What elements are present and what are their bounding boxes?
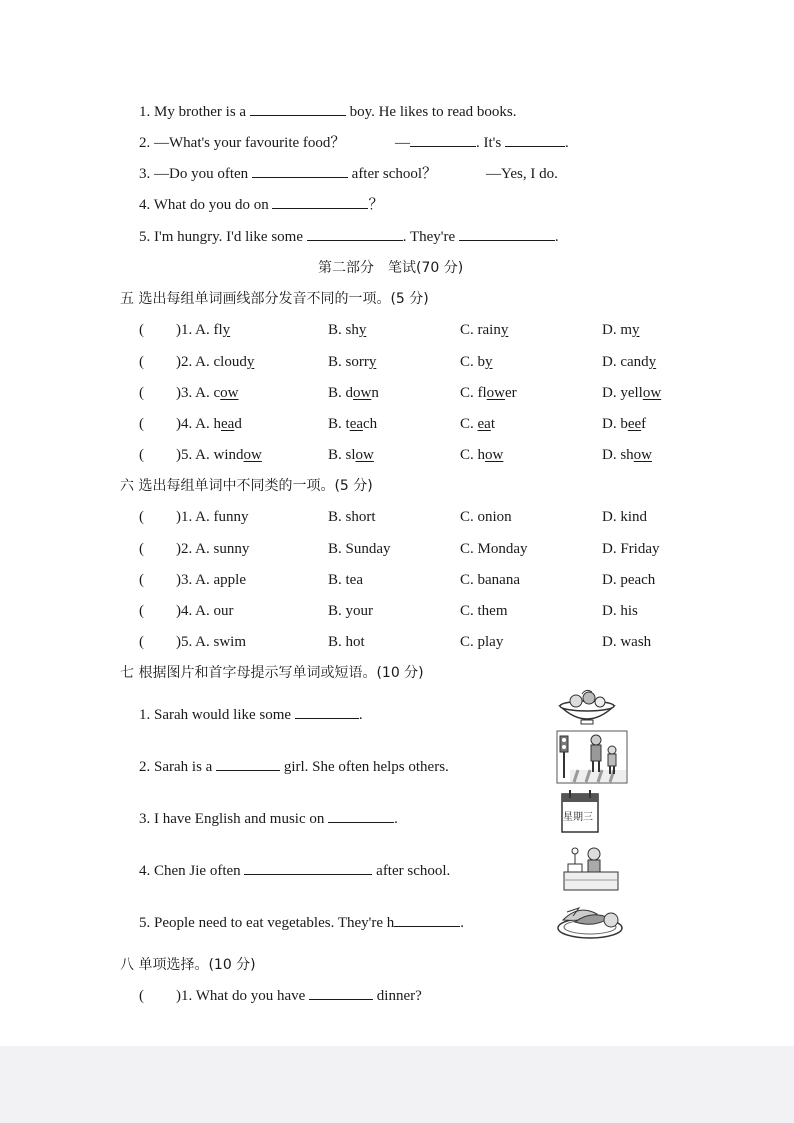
helping-crossing-icon [556,730,628,784]
option-c: C. Monday [460,541,528,557]
question-text: 3. I have English and music on [139,811,329,827]
question-text: ？ [368,197,384,213]
option-a: )1. A. funny [176,509,249,525]
word-part: wind [213,447,244,463]
answer-blank[interactable] [307,227,403,241]
option-c [460,445,503,465]
answer-paren[interactable]: ( [139,354,144,370]
underlined-letters: y [648,354,657,370]
word-part: ch [363,416,378,432]
answer-blank[interactable] [250,102,346,116]
question-text: 1. My brother is a [139,104,250,120]
question-text: . [554,229,559,245]
answer-paren[interactable]: ( [139,541,144,557]
option-b [328,414,377,434]
word-part: n [371,385,379,401]
word-part: cloud [213,354,247,370]
underlined-letters: ow [220,385,239,401]
option-c: C. play [460,634,504,650]
underlined-letters: ow [642,385,662,401]
word-part: D. yell [602,385,643,401]
option-c [460,320,508,340]
word-part: C. [460,416,478,432]
question-text: 1. Sarah would like some [139,707,295,723]
section-5-title: 五 选出每组单词画线部分发音不同的一项。(5 分) [120,291,429,307]
fill-question-3-answer: —Yes, I do. [486,166,558,182]
option-c: C. banana [460,572,520,588]
picture-question-2 [139,757,449,777]
word-part: B. sl [328,447,356,463]
underlined-letters: y [632,322,640,338]
option-d: D. wash [602,634,652,650]
answer-blank[interactable] [459,227,555,241]
option-d [602,445,652,465]
underlined-letters: ow [355,447,374,463]
underlined-letters: ee [627,416,642,432]
option-d [602,320,640,340]
question-text: . It's [476,135,505,151]
option-d: D. peach [602,572,656,588]
answer-blank[interactable] [244,861,372,875]
fruit-bowl-icon [556,688,618,728]
option-a: )2. A. sunny [176,541,250,557]
picture-question-4 [139,861,450,881]
answer-blank[interactable] [309,986,373,1000]
part-title: 第二部分 笔试(70 分) [318,260,464,276]
question-number: )3. A. [176,385,214,401]
answer-blank[interactable] [272,195,368,209]
option-b: B. short [328,509,376,525]
option-b [328,383,379,403]
option-c [460,414,495,434]
question-text: 3. —Do you often [139,166,252,182]
answer-paren[interactable]: ( [139,509,144,525]
answer-paren[interactable]: ( [139,385,144,401]
word-part: d [234,416,242,432]
option-b: B. Sunday [328,541,391,557]
underlined-letters: y [485,354,493,370]
option-d [602,383,661,403]
fill-question-3 [139,164,437,184]
word-part: t [490,416,496,432]
word-part: B. sorr [328,354,369,370]
choice-question-1 [176,986,422,1006]
question-text: . [460,915,464,931]
option-d: D. his [602,603,638,619]
option-d: D. Friday [602,541,660,557]
fill-question-5 [139,227,559,247]
fill-question-2-answer [395,133,569,153]
underlined-letters: ow [485,447,504,463]
option-a: )3. A. apple [176,572,246,588]
word-part: f [641,416,647,432]
question-text: . [394,811,398,827]
underlined-letters: ea [477,416,491,432]
question-text: 5. People need to eat vegetables. They're h [139,915,395,931]
underlined-letters: ow [353,385,372,401]
underlined-letters: ow [633,447,653,463]
word-part: C. fl [460,385,487,401]
underlined-letters: y [368,354,377,370]
question-text: . [564,135,569,151]
question-text: . [358,707,363,723]
underlined-letters: y [246,354,255,370]
question-text: after school？ [347,166,438,182]
word-part: B. sh [328,322,359,338]
underlined-letters: y [500,322,509,338]
option-c: C. onion [460,509,512,525]
question-text: dinner? [373,988,422,1004]
answer-blank[interactable] [252,164,348,178]
option-c [460,352,493,372]
option-a [176,414,242,434]
option-c [460,383,517,403]
question-text: 2. Sarah is a [139,759,217,775]
picture-question-3 [139,809,398,829]
word-part: c [213,385,221,401]
question-text: boy. He likes to read books. [345,104,517,120]
option-b: B. hot [328,634,365,650]
option-b [328,352,376,372]
word-part: D. b [602,416,628,432]
option-a [176,320,230,340]
fill-question-1 [139,102,517,122]
question-text: 4. What do you do on [139,197,273,213]
question-text: after school. [372,863,451,879]
vegetables-plate-icon [555,900,625,942]
fill-question-4 [139,195,383,215]
question-number: )1. A. [176,322,214,338]
section-8-title: 八 单项选择。(10 分) [120,957,256,973]
word-part: er [505,385,517,401]
answer-dash: — [395,135,410,151]
option-c: C. them [460,603,508,619]
section-7-title: 七 根据图片和首字母提示写单词或短语。(10 分) [120,665,424,681]
question-number: )4. A. [176,416,214,432]
answer-blank[interactable] [505,133,565,147]
option-d: D. kind [602,509,647,525]
answer-paren[interactable]: ( [139,988,144,1004]
calendar-label: 星期三 [563,812,593,823]
option-b: B. your [328,603,373,619]
fill-question-2 [139,133,345,153]
underlined-letters: ow [486,385,506,401]
question-text: 5. I'm hungry. I'd like some [139,229,307,245]
underlined-letters: ow [243,447,262,463]
underlined-letters: y [222,322,231,338]
word-part: D. m [602,322,632,338]
word-part: h [213,416,221,432]
answer-paren[interactable]: ( [139,322,144,338]
answer-blank[interactable] [328,809,394,823]
underlined-letters: ea [221,416,235,432]
word-part: D. sh [602,447,634,463]
answer-blank[interactable] [216,757,280,771]
option-b [328,445,374,465]
word-part: fl [213,322,223,338]
answer-paren[interactable]: ( [139,634,144,650]
answer-blank[interactable] [394,913,460,927]
option-a [176,383,239,403]
option-a [176,445,262,465]
question-text: 2. —What's your favourite food？ [139,135,346,151]
word-part: B. t [328,416,350,432]
answer-paren[interactable]: ( [139,416,144,432]
option-d [602,414,646,434]
word-part: C. b [460,354,486,370]
option-a: )4. A. our [176,603,234,619]
answer-blank[interactable] [295,705,359,719]
question-text: . They're [402,229,459,245]
picture-question-5 [139,913,464,933]
answer-paren[interactable]: ( [139,447,144,463]
question-text: )1. What do you have [176,988,310,1004]
option-a [176,352,254,372]
option-b [328,320,366,340]
option-a: )5. A. swim [176,634,247,650]
word-part: B. d [328,385,354,401]
question-text: 4. Chen Jie often [139,863,245,879]
picture-question-1 [139,705,363,725]
question-text: girl. She often helps others. [280,759,449,775]
option-b: B. tea [328,572,363,588]
question-number: )5. A. [176,447,214,463]
answer-blank[interactable] [410,133,476,147]
question-number: )2. A. [176,354,214,370]
section-6-title: 六 选出每组单词中不同类的一项。(5 分) [120,478,373,494]
underlined-letters: y [358,322,367,338]
underlined-letters: ea [349,416,364,432]
word-part: C. rain [460,322,501,338]
answer-paren[interactable]: ( [139,603,144,619]
word-part: D. cand [602,354,649,370]
cooking-girl-icon [558,844,620,892]
option-d [602,352,656,372]
answer-paren[interactable]: ( [139,572,144,588]
word-part: C. h [460,447,486,463]
